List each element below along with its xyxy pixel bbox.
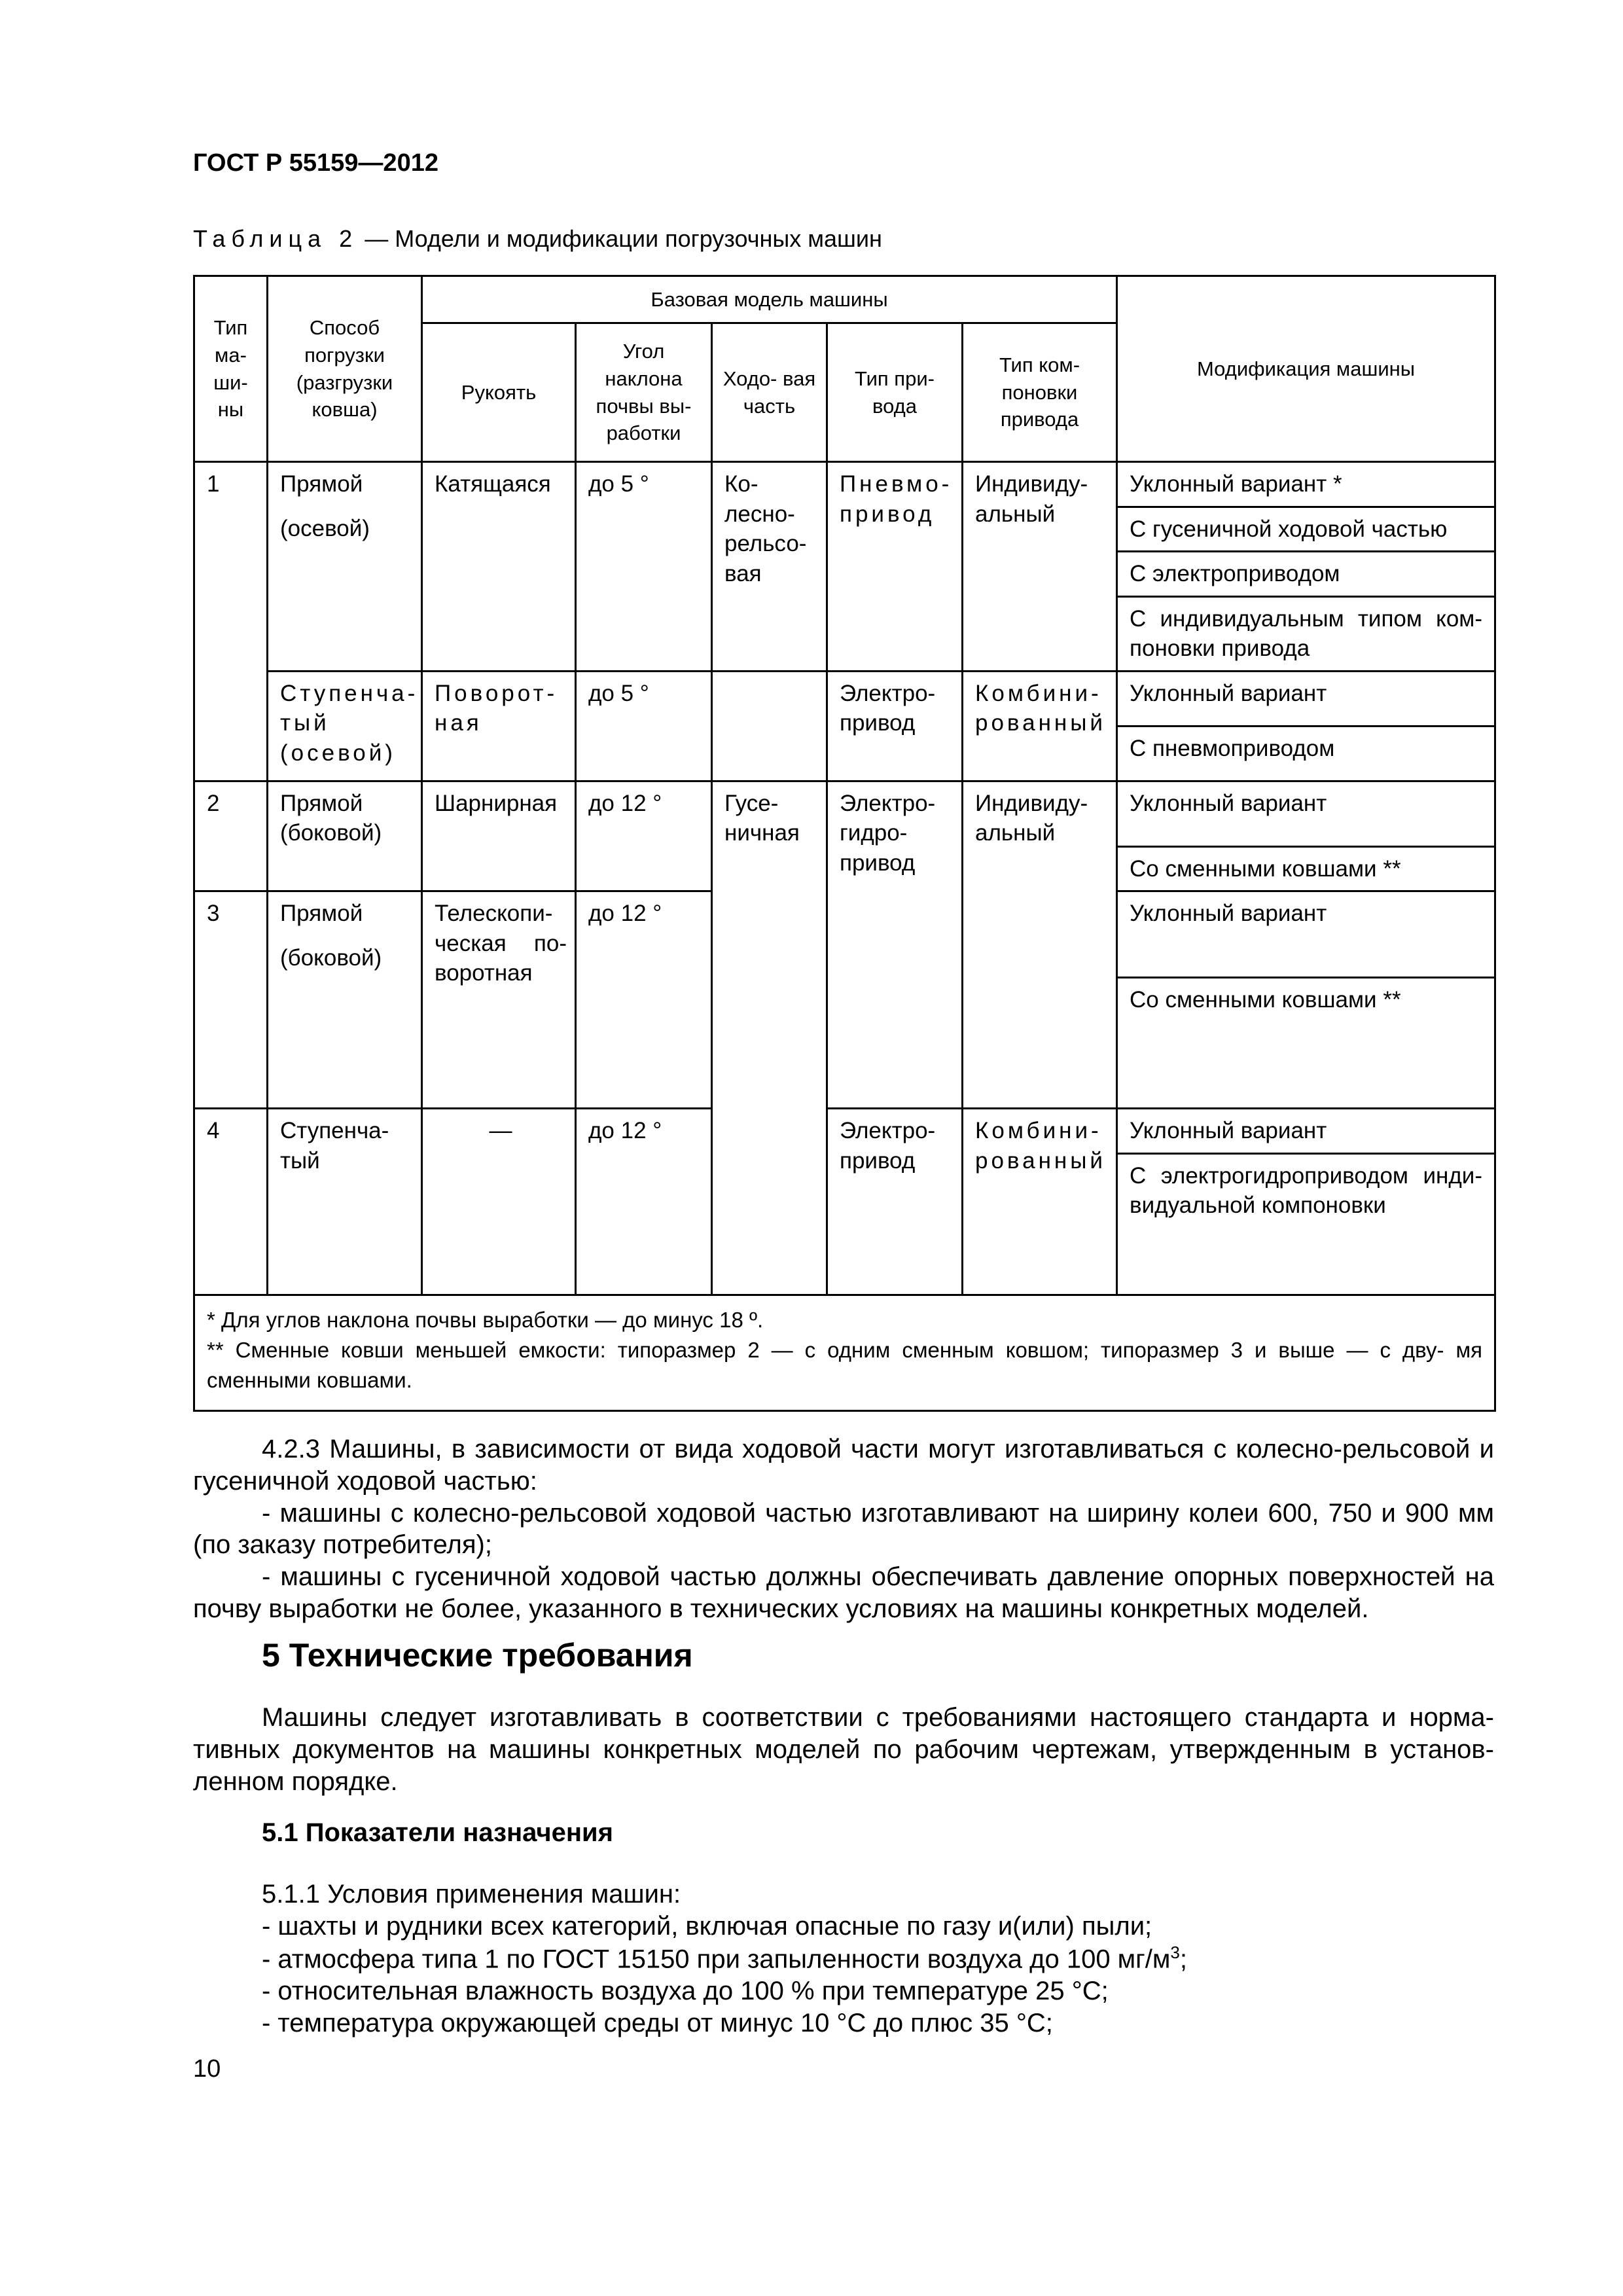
cell-type: 4 — [194, 1109, 268, 1295]
cell-arm: Катящаяся — [422, 462, 576, 672]
cell-angle: до 5 ° — [576, 462, 712, 672]
cell-modification: С электроприводом — [1117, 552, 1495, 597]
cell-angle: до 12 ° — [576, 781, 712, 891]
table-row — [194, 462, 1495, 507]
section-5-1-heading: 5.1 Показатели назначения — [262, 1818, 613, 1847]
footnote-1: * Для углов наклона почвы выработки — до минус 18 º. — [207, 1307, 764, 1332]
cell-method — [268, 462, 422, 672]
cell-modification: Уклонный вариант — [1117, 891, 1495, 978]
cell-type: 3 — [194, 891, 268, 1109]
cell-method-line: (боковой) — [280, 944, 382, 971]
list-item: - температура окружающей среды от минус 10 °С до плюс 35 °С; — [262, 2008, 1053, 2037]
paragraph: Машины следует изготавливать в соответствии с требованиями настоящего стандарта и норма- тивных документов на машины конкретных моделей по рабочим чертежам, утвержденным в установ- ленном порядке. — [193, 1703, 1494, 1796]
list-item-tail: ; — [1179, 1944, 1187, 1973]
list-item: 5.1.1 Условия применения машин: — [262, 1880, 681, 1909]
cell-modification: Со сменными ковшами ** — [1117, 978, 1495, 1109]
cell-angle: до 12 ° — [576, 891, 712, 1109]
superscript: 3 — [1170, 1942, 1180, 1962]
section-5-body — [193, 1702, 1494, 1797]
cell-modification: Уклонный вариант — [1117, 1109, 1495, 1154]
cell-layout: Комбини- рованный — [963, 671, 1117, 781]
table-footnotes — [194, 1295, 1495, 1411]
cell-method-line: (осевой) — [280, 515, 370, 541]
cell-type: 2 — [194, 781, 268, 891]
table-row — [194, 671, 1495, 726]
cell-method: Ступенча- тый (осевой) — [268, 671, 422, 781]
cell-arm: Шарнирная — [422, 781, 576, 891]
cell-modification: Уклонный вариант — [1117, 671, 1495, 726]
page-number: 10 — [193, 2055, 221, 2083]
header-drive: Тип при- вода — [827, 323, 963, 462]
paragraph: - машины с колесно-рельсовой ходовой частью изготавливают на ширину колеи 600, 750 и 900 мм (по заказу потребителя); — [193, 1498, 1494, 1560]
header-angle: Угол наклона почвы вы- работки — [576, 323, 712, 462]
list-item — [262, 1943, 1492, 1975]
cell-drive: Электро- привод — [827, 1109, 963, 1295]
cell-drive: Электро- привод — [827, 671, 963, 781]
cell-type: 1 — [194, 462, 268, 781]
paragraph: - машины с гусеничной ходовой частью должны обеспечивать давление опорных поверхностей на почву выработки не более, указанного в технических условиях на машины конкретных моделей. — [193, 1562, 1494, 1623]
paragraph: 4.2.3 Машины, в зависимости от вида ходовой части могут изготавливаться с колесно-рельсовой и гусеничной ходовой частью: — [193, 1435, 1494, 1496]
cell-method — [268, 891, 422, 1109]
cell-arm: Телескопи- ческая по- воротная — [422, 891, 576, 1109]
cell-method: Ступенча- тый — [268, 1109, 422, 1295]
models-table — [193, 275, 1496, 1412]
table-row — [194, 781, 1495, 846]
cell-modification: Уклонный вариант — [1117, 781, 1495, 846]
cell-modification: Уклонный вариант * — [1117, 462, 1495, 507]
cell-modification: Со сменными ковшами ** — [1117, 846, 1495, 891]
list-item: - относительная влажность воздуха до 100 % при температуре 25 °С; — [262, 1976, 1109, 2005]
cell-chassis: Ко- лесно- рельсо- вая — [712, 462, 827, 672]
cell-arm: — — [422, 1109, 576, 1295]
cell-layout: Комбини- рованный — [963, 1109, 1117, 1295]
section-4-2-3 — [193, 1433, 1494, 1625]
header-arm: Рукоять — [422, 323, 576, 462]
cell-layout: Индивиду- альный — [963, 462, 1117, 672]
cell-angle: до 12 ° — [576, 1109, 712, 1295]
section-5-1-list — [262, 1878, 1492, 2039]
header-layout: Тип ком- поновки привода — [963, 323, 1117, 462]
table-footnote-row — [194, 1295, 1495, 1411]
cell-modification: С пневмоприводом — [1117, 726, 1495, 781]
table-caption — [193, 225, 882, 253]
list-item-text: - атмосфера типа 1 по ГОСТ 15150 при запыленности воздуха до 100 мг/м — [262, 1944, 1171, 1973]
header-modification: Модификация машины — [1117, 276, 1495, 462]
document-id: ГОСТ Р 55159—2012 — [193, 149, 438, 177]
header-chassis: Ходо- вая часть — [712, 323, 827, 462]
cell-chassis: Гусе- ничная — [712, 781, 827, 1295]
cell-modification: С гусеничной ходовой частью — [1117, 507, 1495, 552]
cell-modification: С электрогидроприводом инди- видуальной компоновки — [1117, 1153, 1495, 1295]
table-caption-label: Таблица 2 — [193, 225, 359, 252]
cell-layout: Индивиду- альный — [963, 781, 1117, 1109]
table-row — [194, 1109, 1495, 1154]
section-5-heading: 5 Технические требования — [262, 1637, 693, 1674]
cell-drive: Пневмо- привод — [827, 462, 963, 672]
cell-method-line: Прямой — [280, 901, 363, 926]
header-base-model: Базовая модель машины — [422, 276, 1117, 323]
cell-angle: до 5 ° — [576, 671, 712, 781]
cell-modification: С индивидуальным типом ком- поновки привода — [1117, 596, 1495, 671]
cell-method-line: Прямой — [280, 471, 363, 497]
header-method: Способ погрузки (разгрузки ковша) — [268, 276, 422, 462]
cell-method: Прямой (боковой) — [268, 781, 422, 891]
table-caption-text: — Модели и модификации погрузочных машин — [358, 225, 882, 252]
header-type: Тип ма- ши- ны — [194, 276, 268, 462]
cell-chassis-empty — [712, 671, 827, 781]
footnote-2: ** Сменные ковши меньшей емкости: типоразмер 2 — с одним сменным ковшом; типоразмер 3 и выше — с дву- мя сменными ковшами. — [207, 1337, 1483, 1392]
cell-drive: Электро- гидро- привод — [827, 781, 963, 1109]
cell-arm: Поворот- ная — [422, 671, 576, 781]
list-item: - шахты и рудники всех категорий, включая опасные по газу и(или) пыли; — [262, 1911, 1152, 1941]
